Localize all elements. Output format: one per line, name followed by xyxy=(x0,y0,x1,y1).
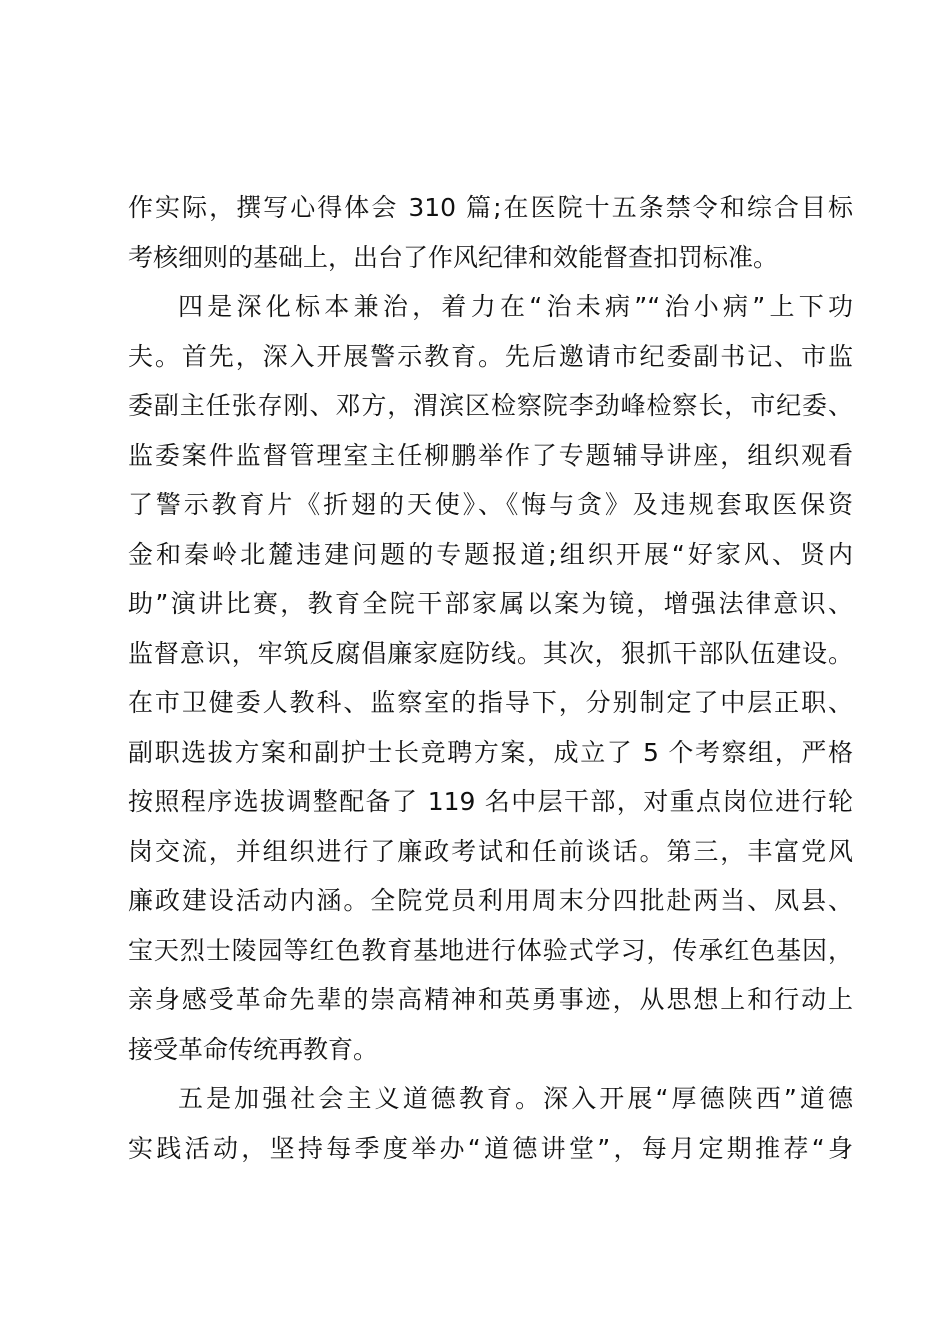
text-line: 岗交流，并组织进行了廉政考试和任前谈话。第三，丰富党风 xyxy=(128,836,853,866)
text-line: 助”演讲比赛，教育全院干部家属以案为镜，增强法律意识、 xyxy=(128,589,853,618)
text-line: 实践活动，坚持每季度举办“道德讲堂”，每月定期推荐“身 xyxy=(128,1133,853,1163)
text-line: 委副主任张存刚、邓方，渭滨区检察院李劲峰检察长，市纪委、 xyxy=(128,391,853,420)
text-line: 监督意识，牢筑反腐倡廉家庭防线。其次，狠抓干部队伍建设。 xyxy=(128,638,853,668)
text-line: 在市卫健委人教科、监察室的指导下，分别制定了中层正职、 xyxy=(128,688,853,717)
text-line: 作实际，撰写心得体会 310 篇;在医院十五条禁令和综合目标 xyxy=(128,193,853,222)
text-line: 监委案件监督管理室主任柳鹏举作了专题辅导讲座，组织观看 xyxy=(128,440,853,470)
text-line: 考核细则的基础上，出台了作风纪律和效能督查扣罚标准。 xyxy=(128,242,779,272)
paragraph-start-line: 五是加强社会主义道德教育。深入开展“厚德陕西”道德 xyxy=(178,1084,853,1113)
text-line: 了警示教育片《折翅的天使》、《悔与贪》及违规套取医保资 xyxy=(128,490,853,519)
text-line: 宝天烈士陵园等红色教育基地进行体验式学习，传承红色基因， xyxy=(128,935,853,965)
text-line: 金和秦岭北麓违建问题的专题报道;组织开展“好家风、贤内 xyxy=(128,539,853,569)
text-line: 夫。首先，深入开展警示教育。先后邀请市纪委副书记、市监 xyxy=(128,341,853,371)
document-body xyxy=(128,183,853,1173)
text-line: 按照程序选拔调整配备了 119 名中层干部，对重点岗位进行轮 xyxy=(128,787,853,816)
paragraph-start-line: 四是深化标本兼治，着力在“治未病”“治小病”上下功 xyxy=(178,292,853,321)
paragraph-end-line: 接受革命传统再教育。 xyxy=(128,1034,379,1064)
text-line: 廉政建设活动内涵。全院党员利用周末分四批赴两当、凤县、 xyxy=(128,886,853,915)
text-line: 亲身感受革命先辈的崇高精神和英勇事迹，从思想上和行动上 xyxy=(128,985,853,1014)
text-line: 副职选拔方案和副护士长竞聘方案，成立了 5 个考察组，严格 xyxy=(128,737,853,767)
